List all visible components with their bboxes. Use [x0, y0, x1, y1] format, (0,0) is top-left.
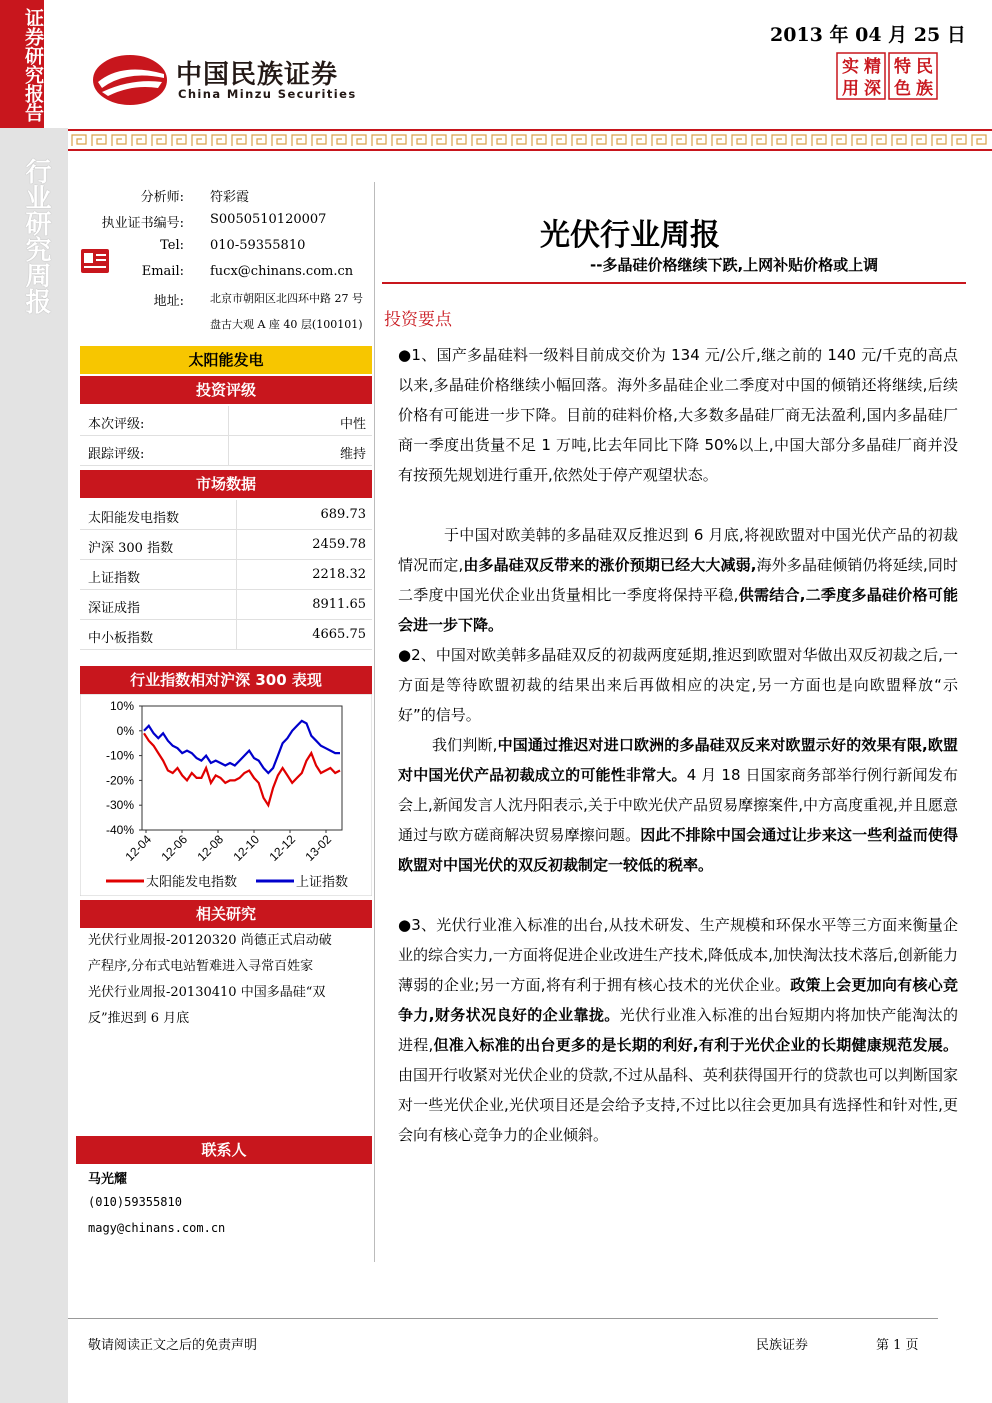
market-value: 689.73: [320, 507, 366, 522]
seal-character: 族: [916, 79, 933, 99]
sidebar-category-banner: [0, 128, 68, 1403]
y-tick-label: 10%: [109, 699, 134, 713]
paragraph-2: 于中国对欧美韩的多晶硅双反推迟到 6 月底,将视欧盟对中国光伏产品的初裁情况而定,由多晶硅双反带来的涨价预期已经大大减弱,海外多晶硅倾销仍将延续,同时二季度中国光伏企业出货量相比一季度将保持平稳,供需结合,二季度多晶硅价格可能会进一步下降。: [398, 526, 958, 634]
market-row: [80, 590, 372, 620]
seal-character: 特: [894, 57, 911, 77]
decorative-pattern-band: [68, 128, 992, 152]
y-tick-label: -40%: [105, 823, 134, 837]
market-label: 太阳能发电指数: [88, 511, 180, 526]
address-line2: 盘古大观 A 座 40 层(100101): [210, 318, 363, 331]
legend-label: 太阳能发电指数: [146, 875, 238, 890]
seal-character: 用: [842, 79, 859, 99]
seal-stamp-icon: [836, 52, 938, 100]
contact-phone: (010)59355810: [88, 1195, 182, 1209]
market-value: 2459.78: [312, 537, 366, 552]
market-row: [80, 530, 372, 560]
sector-name: 太阳能发电: [80, 346, 372, 374]
paragraph-5: ●3、光伏行业准入标准的出台,从技术研发、生产规模和环保水平等三方面来衡量企业的综合实力,一方面将促进企业改进生产技术,降低成本,加快淘汰技术落后,创新能力薄弱的企业;另一方面,将有利于拥有核心技术的光伏企业。政策上会更加向有核心竞争力,财务状况良好的企业靠拢。光伏行业准入标准的出台短期内将加快产能淘汰的进程,但准入标准的出台更多的是长期的利好,有利于光伏企业的长期健康规范发展。由国开行收紧对光伏企业的贷款,不过从晶科、英利获得国开行的贷款也可以判断国家对一些光伏企业,光伏项目还是会给予支持,不过比以往会更加具有选择性和针对性,更会向有核心竞争力的企业倾斜。: [398, 916, 959, 1144]
legend-label: 上证指数: [296, 875, 349, 890]
paragraph-1: ●1、国产多晶硅料一级料目前成交价为 134 元/公斤,继之前的 140 元/千克的高点以来,多晶硅价格继续小幅回落。海外多晶硅企业二季度对中国的倾销还将继续,后续价格有可能进一步下降。目前的硅料价格,大多数多晶硅厂商无法盈利,国内多晶硅厂商一季度出货量不足 1 万吨,比去年同比下降 50%以上,中国大部分多晶硅厂商并没有按预先规划进行重开,依然处于停产观望状态。: [398, 346, 958, 484]
paragraph-4: 我们判断,中国通过推迟对进口欧洲的多晶硅双反来对欧盟示好的效果有限,欧盟对中国光伏产品初裁成立的可能性非常大。4 月 18 日国家商务部举行例行新闻发布会上,新闻发言人沈丹阳表示,关于中欧光伏产品贸易摩擦案件,中方高度重视,并且愿意通过与欧方磋商解决贸易摩擦问题。因此不排除中国会通过让步来这一些利益而使得欧盟对中国光伏的双反初裁制定一较低的税率。: [398, 736, 958, 874]
x-tick-label: 12-08: [194, 832, 227, 864]
report-subtitle: --多晶硅价格继续下跌,上网补贴价格或上调: [590, 256, 879, 274]
rating-row-current: [80, 406, 372, 436]
rating-tracking-value: 维持: [339, 447, 366, 462]
seal-character: 民: [916, 57, 933, 77]
market-row: [80, 560, 372, 590]
related-heading: 相关研究: [80, 900, 372, 928]
y-tick-label: -30%: [105, 798, 134, 813]
y-tick-label: 0%: [116, 723, 134, 738]
email-value[interactable]: fucx@chinans.com.cn: [210, 264, 354, 279]
rating-tracking-label: 跟踪评级:: [88, 447, 145, 462]
paragraph-3: ●2、中国对欧美韩多晶硅双反的初裁两度延期,推迟到欧盟对华做出双反初裁之后,一方面是等待欧盟初裁的结果出来后再做相应的决定,另一方面也是向欧盟释放“示好”的信号。: [398, 646, 958, 724]
sidebar-category-label: 行业研究周报: [21, 158, 51, 314]
x-tick-label: 12-10: [230, 832, 263, 864]
logo-emblem-icon: [92, 52, 172, 108]
rating-current-value: 中性: [339, 417, 366, 432]
y-tick-label: -10%: [105, 748, 134, 763]
column-divider: [374, 182, 375, 1262]
footer-company: 民族证券: [756, 1338, 809, 1353]
contact-name: 马光耀: [88, 1172, 128, 1187]
related-item-line: 反”推迟到 6 月底: [88, 1011, 190, 1026]
analyst-name: 符彩霞: [210, 190, 250, 205]
analyst-label: 分析师:: [140, 190, 184, 205]
seal-character: 色: [894, 79, 911, 99]
tel-value: 010-59355810: [210, 238, 306, 253]
title-underline: [382, 282, 966, 284]
related-list: [88, 928, 372, 1032]
market-heading: 市场数据: [80, 470, 372, 498]
footer-page-number: 第 1 页: [876, 1338, 919, 1353]
report-date: 2013 年 04 月 25 日: [770, 24, 966, 46]
x-tick-label: 12-12: [266, 832, 299, 864]
related-item-line[interactable]: 光伏行业周报-20130410 中国多晶硅“双: [88, 985, 326, 1000]
x-tick-label: 12-06: [158, 832, 191, 864]
contact-email[interactable]: magy@chinans.com.cn: [88, 1221, 226, 1235]
logo-chinese-name: 中国民族证券: [176, 60, 339, 90]
address-label: 地址:: [153, 294, 184, 309]
relative-performance-chart: [80, 694, 372, 896]
market-value: 8911.65: [312, 597, 366, 612]
seal-character: 深: [864, 79, 881, 99]
logo-english-name: China Minzu Securities: [178, 87, 357, 101]
sidebar-top-banner: [0, 0, 44, 128]
sidebar-top-label: 证券研究报告: [22, 8, 44, 122]
seal-character: 精: [864, 57, 881, 77]
section-heading: 投资要点: [384, 310, 452, 330]
related-item-line[interactable]: 光伏行业周报-20120320 尚德正式启动破: [88, 933, 332, 948]
license-label: 执业证书编号:: [101, 216, 184, 231]
license-number: S0050510120007: [210, 212, 327, 227]
related-item-line: 产程序,分布式电站暂难进入寻常百姓家: [88, 959, 314, 974]
rating-heading: 投资评级: [80, 376, 372, 404]
market-label: 沪深 300 指数: [88, 541, 174, 556]
market-label: 上证指数: [88, 571, 141, 586]
address-line1: 北京市朝阳区北四环中路 27 号: [210, 292, 363, 305]
company-logo: [92, 52, 382, 108]
footer-disclaimer[interactable]: 敬请阅读正文之后的免责声明: [88, 1338, 258, 1353]
market-row: [80, 500, 372, 530]
y-tick-label: -20%: [105, 773, 134, 788]
x-tick-label: 12-04: [122, 832, 155, 864]
market-value: 2218.32: [312, 567, 366, 582]
contact-heading: 联系人: [76, 1136, 372, 1164]
market-row: [80, 620, 372, 650]
tel-label: Tel:: [160, 238, 184, 253]
rating-row-tracking: [80, 436, 372, 466]
footer-rule: [68, 1318, 938, 1319]
seal-character: 实: [842, 57, 859, 77]
rating-current-label: 本次评级:: [88, 417, 145, 432]
x-tick-label: 13-02: [302, 832, 335, 864]
report-title: 光伏行业周报: [540, 218, 720, 253]
market-label: 中小板指数: [88, 631, 154, 646]
market-value: 4665.75: [312, 627, 366, 642]
market-label: 深证成指: [88, 601, 141, 616]
email-label: Email:: [141, 264, 184, 279]
chart-heading: 行业指数相对沪深 300 表现: [80, 666, 372, 694]
report-card-icon: [80, 248, 110, 274]
